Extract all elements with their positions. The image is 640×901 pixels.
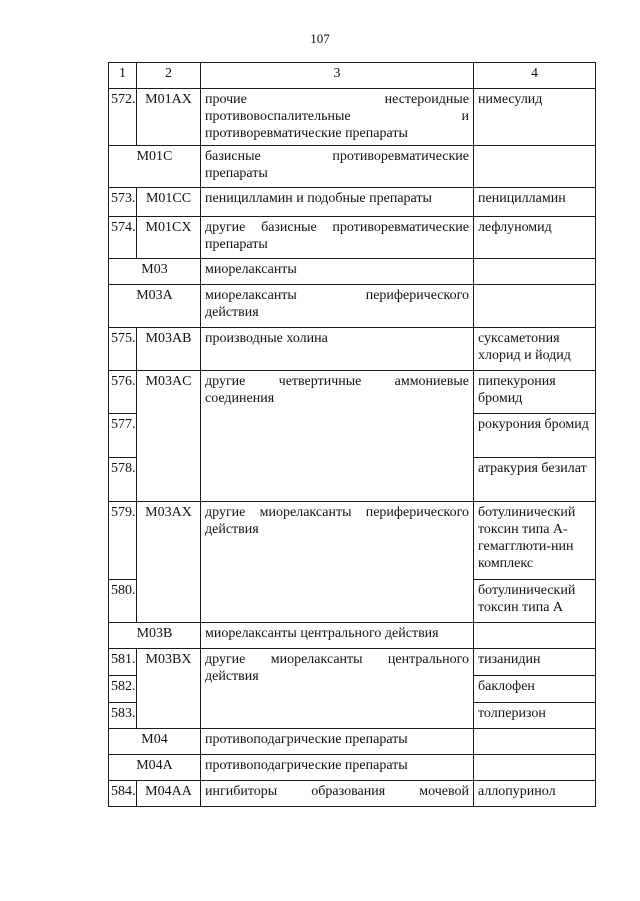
row-number: 580. <box>109 580 137 623</box>
atc-code: M01CX <box>137 217 201 259</box>
description-line: пеницилламин и подобные препараты <box>205 191 432 206</box>
page-number: 107 <box>310 31 330 46</box>
description-line: противоревматические препараты <box>205 126 408 141</box>
header-col-2: 2 <box>137 63 201 89</box>
row-number: 578. <box>109 458 137 502</box>
group-description <box>201 146 474 188</box>
description-line: препараты <box>205 166 268 181</box>
description-line: миорелаксанты периферического <box>205 288 469 303</box>
group-row <box>109 259 596 285</box>
description-line: другие базисные противоревматические <box>205 220 469 235</box>
group-description <box>201 217 474 259</box>
table-row <box>109 89 596 146</box>
row-number: 581. <box>109 649 137 676</box>
description-line: производные холина <box>205 331 328 346</box>
row-number: 574. <box>109 217 137 259</box>
table-row <box>109 371 596 414</box>
table-row <box>109 781 596 807</box>
drug-name: рокурония бромид <box>474 414 596 458</box>
drug-name: ботулинический токсин типа A-гемагглюти-нин комплекс <box>474 502 596 580</box>
row-number: 577. <box>109 414 137 458</box>
row-number: 573. <box>109 188 137 217</box>
description-line: противоподагрические препараты <box>205 758 408 773</box>
drug-name: тизанидин <box>474 649 596 676</box>
drug-name: атракурия безилат <box>474 458 596 502</box>
group-description <box>201 285 474 328</box>
row-number: 579. <box>109 502 137 580</box>
group-row <box>109 623 596 649</box>
drug-name: ботулинический токсин типа A <box>474 580 596 623</box>
drug-name: суксаметония хлорид и йодид <box>474 328 596 371</box>
drug-name-empty <box>474 623 596 649</box>
description-line: другие миорелаксанты периферического <box>205 505 469 520</box>
description-line: ингибиторы образования мочевой <box>205 784 469 799</box>
row-number: 582. <box>109 676 137 703</box>
table-row <box>109 188 596 217</box>
group-row <box>109 755 596 781</box>
group-code: M01C <box>109 146 201 188</box>
atc-code: M03AB <box>137 328 201 371</box>
group-description <box>201 89 474 146</box>
group-row <box>109 285 596 328</box>
table-row <box>109 328 596 371</box>
group-description <box>201 729 474 755</box>
drug-name: нимесулид <box>474 89 596 146</box>
table-row <box>109 502 596 580</box>
group-code: M04A <box>109 755 201 781</box>
table-row <box>109 649 596 676</box>
description-line: другие миорелаксанты центрального <box>205 652 469 667</box>
drug-name: пипекурония бромид <box>474 371 596 414</box>
header-col-4: 4 <box>474 63 596 89</box>
atc-code: M01AX <box>137 89 201 146</box>
atc-code: M01CC <box>137 188 201 217</box>
drug-name: толперизон <box>474 703 596 729</box>
group-code: M03 <box>109 259 201 285</box>
description-line: прочие нестероидные <box>205 92 469 107</box>
description-line: соединения <box>205 391 275 406</box>
atc-code: M03AC <box>137 371 201 502</box>
drug-name: баклофен <box>474 676 596 703</box>
drug-name: пеницилламин <box>474 188 596 217</box>
drug-name-empty <box>474 259 596 285</box>
drug-name-empty <box>474 729 596 755</box>
description-line: препараты <box>205 237 268 252</box>
group-code: M03B <box>109 623 201 649</box>
group-description <box>201 755 474 781</box>
group-description <box>201 781 474 807</box>
group-description <box>201 188 474 217</box>
drug-name: лефлуномид <box>474 217 596 259</box>
drug-name-empty <box>474 285 596 328</box>
atc-code: M03AX <box>137 502 201 623</box>
group-row <box>109 146 596 188</box>
table-row <box>109 217 596 259</box>
description-line: другие четвертичные аммониевые <box>205 374 469 389</box>
group-description <box>201 259 474 285</box>
row-number: 576. <box>109 371 137 414</box>
drug-classification-table <box>108 62 596 807</box>
group-description <box>201 371 474 502</box>
row-number: 584. <box>109 781 137 807</box>
row-number: 572. <box>109 89 137 146</box>
row-number: 583. <box>109 703 137 729</box>
header-col-3: 3 <box>201 63 474 89</box>
table-header-row <box>109 63 596 89</box>
group-description <box>201 502 474 623</box>
drug-name: аллопуринол <box>474 781 596 807</box>
group-description <box>201 328 474 371</box>
description-line: базисные противоревматические <box>205 149 469 164</box>
atc-code: M04AA <box>137 781 201 807</box>
description-line: действия <box>205 305 259 320</box>
row-number: 575. <box>109 328 137 371</box>
header-col-1: 1 <box>109 63 137 89</box>
group-code: M03A <box>109 285 201 328</box>
description-line: миорелаксанты <box>205 262 297 277</box>
description-line: действия <box>205 522 259 537</box>
group-description <box>201 623 474 649</box>
drug-name-empty <box>474 146 596 188</box>
group-code: M04 <box>109 729 201 755</box>
description-line: противоподагрические препараты <box>205 732 408 747</box>
group-row <box>109 729 596 755</box>
group-description <box>201 649 474 729</box>
drug-name-empty <box>474 755 596 781</box>
description-line: действия <box>205 669 259 684</box>
atc-code: M03BX <box>137 649 201 729</box>
description-line: противовоспалительные и <box>205 109 469 124</box>
description-line: миорелаксанты центрального действия <box>205 626 439 641</box>
